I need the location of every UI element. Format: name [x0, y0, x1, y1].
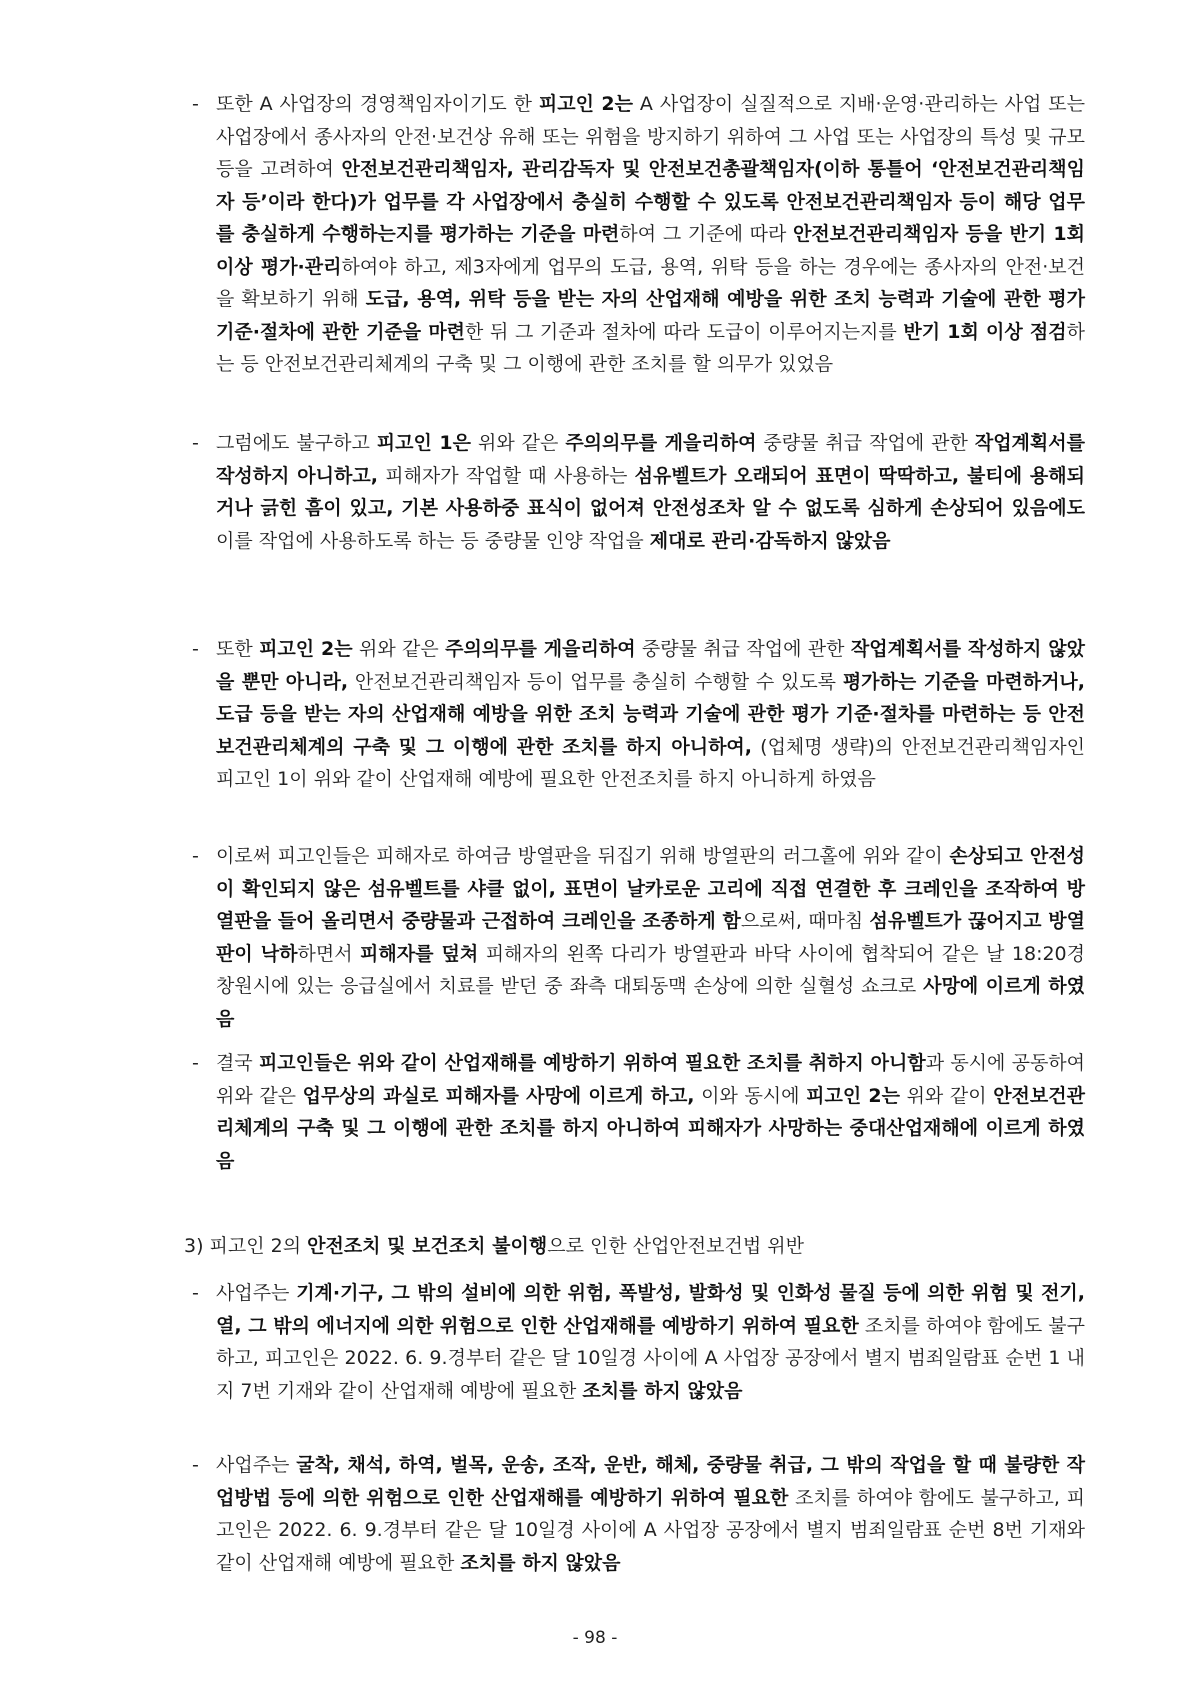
bold-text: 작업계획서를 작성하지 않았을 뿐만 아니라,: [216, 638, 1085, 693]
text-run: 한 뒤 그 기준과 절차에 따라 도급이 이루어지는지를: [465, 320, 904, 343]
text-run: 중량물 취급 작업에 관한: [756, 432, 975, 454]
bold-text: 기계·기구, 그 밖의 설비에 의한 위험, 폭발성, 발화성 및 인화성 물질 등에 의한 위험 및 전기, 열, 그 밖의 에너지에 의한 위험으로 인한 산업재해를 예방하기 위하여 필요한: [216, 1282, 1085, 1337]
text-run: 하여 그 기준에 따라: [619, 223, 794, 245]
paragraph-7: [192, 1449, 1085, 1579]
bold-text: 피고인 2는: [259, 638, 353, 660]
bold-text: 평가하는 기준을 마련하거나, 도급 등을 받는 자의 산업재해 예방을 위한 조치 능력과 기술에 관한 평가 기준·절차를 마련하는 등 안전보건관리체계의 구축 및 그 이행에 관한 조치를 하지 아니하여,: [216, 670, 1085, 758]
paragraph-5: [192, 1047, 1085, 1177]
bold-text: 피고인 2는: [806, 1084, 900, 1107]
paragraph-text: [192, 1449, 1085, 1579]
bold-text: 안전보건관리체계의 구축 및 그 이행에 관한 조치를 하지 아니하여 피해자가 사망하는 중대산업재해에 이르게 하였음: [216, 1084, 1085, 1172]
text-run: 이로써 피고인들은 피해자로 하여금 방열판을 뒤집기 위해 방열판의 러그홀에 위와 같이: [216, 845, 950, 867]
text-run: 그럼에도 불구하고: [216, 432, 377, 454]
paragraph-text: [192, 88, 1085, 381]
text-run: 피해자가 작업할 때 사용하는: [377, 464, 635, 487]
bold-text: 피해자를 덮쳐: [360, 942, 479, 965]
bold-text: 업무상의 과실로 피해자를 사망에 이르게 하고,: [302, 1084, 695, 1107]
bold-text: 섬유벨트가 끊어지고 방열판이 낙하: [216, 910, 1086, 965]
text-run: 사업주는: [216, 1282, 297, 1304]
bold-text: 안전보건관리책임자, 관리감독자 및 안전보건총괄책임자(이하 통틀어 ‘안전보건관리책임자 등’이라 한다)가 업무를 각 사업장에서 충실히 수행할 수 있도록 안전보건관리책임자 등이 해당 업무를 충실하게 수행하는지를 평가하는 기준을 마련: [216, 158, 1085, 245]
bullet-dash: -: [192, 638, 199, 660]
page-number: - 98 -: [572, 1628, 618, 1648]
paragraph-text: [192, 1277, 1085, 1407]
text-run: 으로 인한 산업안전보건법 위반: [547, 1235, 804, 1257]
text-run: 위와 같은: [470, 432, 566, 454]
text-run: 위와 같은: [352, 638, 446, 660]
bold-text: 굴착, 채석, 하역, 벌목, 운송, 조작, 운반, 해체, 중량물 취급, 그 밖의 작업을 할 때 불량한 작업방법 등에 의한 위험으로 인한 산업재해를 예방하기 위하여 필요한: [216, 1454, 1085, 1509]
bold-text: 조치를 하지 않았음: [582, 1379, 743, 1402]
text-run: 하는 등 안전보건관리체계의 구축 및 그 이행에 관한 조치를 할 의무가 있었음: [216, 320, 1085, 375]
bold-text: 주의의무를 게을리하여: [445, 638, 636, 660]
bold-text: 주의의무를 게을리하여: [565, 432, 757, 454]
bold-text: 제대로 관리·감독하지 않았음: [649, 529, 891, 552]
text-run: 3) 피고인 2의: [184, 1235, 308, 1257]
paragraph-6: [192, 1277, 1085, 1407]
paragraph-text: [192, 1047, 1085, 1177]
paragraph-text: [192, 427, 1085, 557]
text-run: 으로써, 때마침: [740, 910, 870, 932]
bold-text: 도급, 용역, 위탁 등을 받는 자의 산업재해 예방을 위한 조치 능력과 기술에 관한 평가 기준·절차에 관한 기준을 마련: [216, 288, 1085, 343]
text-run: 이를 작업에 사용하도록 하는 등 중량물 인양 작업을: [216, 529, 650, 552]
bold-text: 안전조치 및 보건조치 불이행: [307, 1235, 548, 1257]
bullet-dash: -: [192, 93, 199, 115]
bold-text: 피고인 2는: [538, 93, 633, 115]
bullet-dash: -: [192, 432, 199, 454]
text-run: 위와 같이: [899, 1084, 994, 1107]
bold-text: 작업계획서를 작성하지 아니하고,: [216, 432, 1085, 487]
text-run: 안전보건관리책임자 등이 업무를 충실히 수행할 수 있도록: [348, 670, 843, 693]
bold-text: 사망에 이르게 하였음: [216, 975, 1086, 1030]
paragraph-3: [192, 633, 1085, 796]
paragraph-4: [192, 840, 1085, 1035]
bullet-dash: -: [192, 1052, 199, 1074]
text-run: 과 동시에 공동하여 위와 같은: [216, 1052, 1086, 1107]
text-run: A 사업장이 실질적으로 지배·운영·관리하는 사업 또는 사업장에서 종사자의 안전·보건상 유해 또는 위험을 방지하기 위하여 그 사업 또는 사업장의 특성 및 규모 등을 고려하여: [216, 93, 1085, 180]
bullet-dash: -: [192, 1282, 199, 1304]
bold-text: 손상되고 안전성이 확인되지 않은 섬유벨트를 샤클 없이, 표면이 날카로운 고리에 직접 연결한 후 크레인을 조작하여 방열판을 들어 올리면서 중량물과 근접하여 크레인을 조종하게 함: [216, 845, 1085, 932]
paragraph-text: [192, 840, 1085, 1035]
paragraph-text: [192, 633, 1085, 796]
bold-text: 섬유벨트가 오래되어 표면이 딱딱하고, 불티에 용해되거나 긁힌 흠이 있고, 기본 사용하중 표식이 없어져 안전성조차 알 수 없도록 심하게 손상되어 있음에도: [216, 464, 1085, 519]
text-run: 하여야 하고, 제3자에게 업무의 도급, 용역, 위탁 등을 하는 경우에는 종사자의 안전·보건을 확보하기 위해: [216, 255, 1085, 310]
bold-text: 안전보건관리책임자 등을 반기 1회 이상 평가·관리: [216, 223, 1086, 278]
paragraph-1: [192, 88, 1085, 381]
text-run: 또한 A 사업장의 경영책임자이기도 한: [216, 93, 539, 115]
text-run: 또한: [216, 638, 260, 660]
bullet-dash: -: [192, 1454, 199, 1476]
text-run: 이와 동시에: [694, 1084, 807, 1107]
text-run: (업체명 생략)의 안전보건관리책임자인 피고인 1이 위와 같이 산업재해 예방에 필요한 안전조치를 하지 아니하게 하였음: [216, 735, 1085, 790]
bold-text: 반기 1회 이상 점검: [903, 320, 1067, 343]
bullet-dash: -: [192, 845, 199, 867]
paragraph-2: [192, 427, 1085, 557]
text-run: 중량물 취급 작업에 관한: [635, 638, 851, 660]
text-run: 조치를 하여야 함에도 불구하고, 피고인은 2022. 6. 9.경부터 같은 달 10일경 사이에 A 사업장 공장에서 별지 범죄일람표 순번 8번 기재와 같이 산업재해 예방에 필요한: [216, 1486, 1085, 1574]
text-run: 사업주는: [216, 1454, 297, 1476]
bold-text: 피고인 1은: [376, 432, 471, 454]
bold-text: 조치를 하지 않았음: [460, 1551, 621, 1574]
text-run: 조치를 하여야 함에도 불구하고, 피고인은 2022. 6. 9.경부터 같은 달 10일경 사이에 A 사업장 공장에서 별지 범죄일람표 순번 1 내지 7번 기재와 같이 산업재해 예방에 필요한: [216, 1314, 1085, 1402]
bold-text: 피고인들은 위와 같이 산업재해를 예방하기 위하여 필요한 조치를 취하지 아니함: [258, 1052, 926, 1074]
text-run: 하면서: [297, 942, 361, 965]
text-run: 결국: [216, 1052, 259, 1074]
section-heading: [184, 1230, 1084, 1262]
text-run: 피해자의 왼쪽 다리가 방열판과 바닥 사이에 협착되어 같은 날 18:20경 창원시에 있는 응급실에서 치료를 받던 중 좌측 대퇴동맥 손상에 의한 실혈성 쇼크로: [216, 942, 1085, 997]
